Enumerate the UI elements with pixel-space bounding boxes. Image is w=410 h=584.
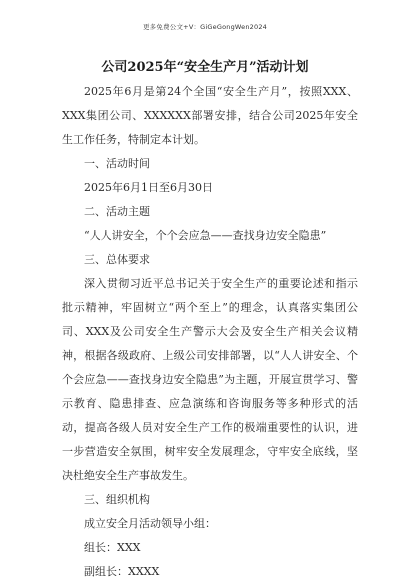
document-title: 公司2025年“安全生产月”活动计划 xyxy=(101,60,309,75)
requirements-paragraph: 深入贯彻习近平总书记关于安全生产的重要论述和指示批示精神，牢固树立“两个至上”的理念，认真落实集团公司、XXX及公司安全生产警示大会及安全生产相关会议精神，根据各级政府、上级公司安排部署，以“人人讲安全、个个会应急——查找身边安全隐患”为主题，开展宣贯学习、警示教育、隐患排查、应急演练和咨询服务等多种形式的活动，提高各级人员对安全生产工作的极端重要性的认识，进一步营造安全氛围，树牢安全发展理念，守牢安全底线，坚决杜绝安全生产事故发生。 xyxy=(62,277,358,482)
section-heading-requirements: 三、总体要求 xyxy=(84,253,150,266)
intro-paragraph: 2025年6月是第24个全国“安全生产月”，按照XXX、XXX集团公司、XXXXXX部署安排，结合公司2025年安全生工作任务，特制定本计划。 xyxy=(62,85,358,146)
deputy-leader: 副组长：XXXX xyxy=(84,565,160,578)
team-leader: 组长：XXX xyxy=(84,541,141,554)
activity-time: 2025年6月1日至6月30日 xyxy=(84,181,213,194)
top-note: 更多免费公文+V：GiGeGongWen2024 xyxy=(142,23,268,31)
section-heading-time: 一、活动时间 xyxy=(84,157,150,170)
document-body xyxy=(62,80,358,584)
section-heading-theme: 二、活动主题 xyxy=(84,205,150,218)
section-heading-organization: 三、组织机构 xyxy=(84,493,150,506)
organization-intro: 成立安全月活动领导小组： xyxy=(84,517,216,530)
activity-theme: “人人讲安全，个个会应急——查找身边安全隐患” xyxy=(84,229,327,242)
